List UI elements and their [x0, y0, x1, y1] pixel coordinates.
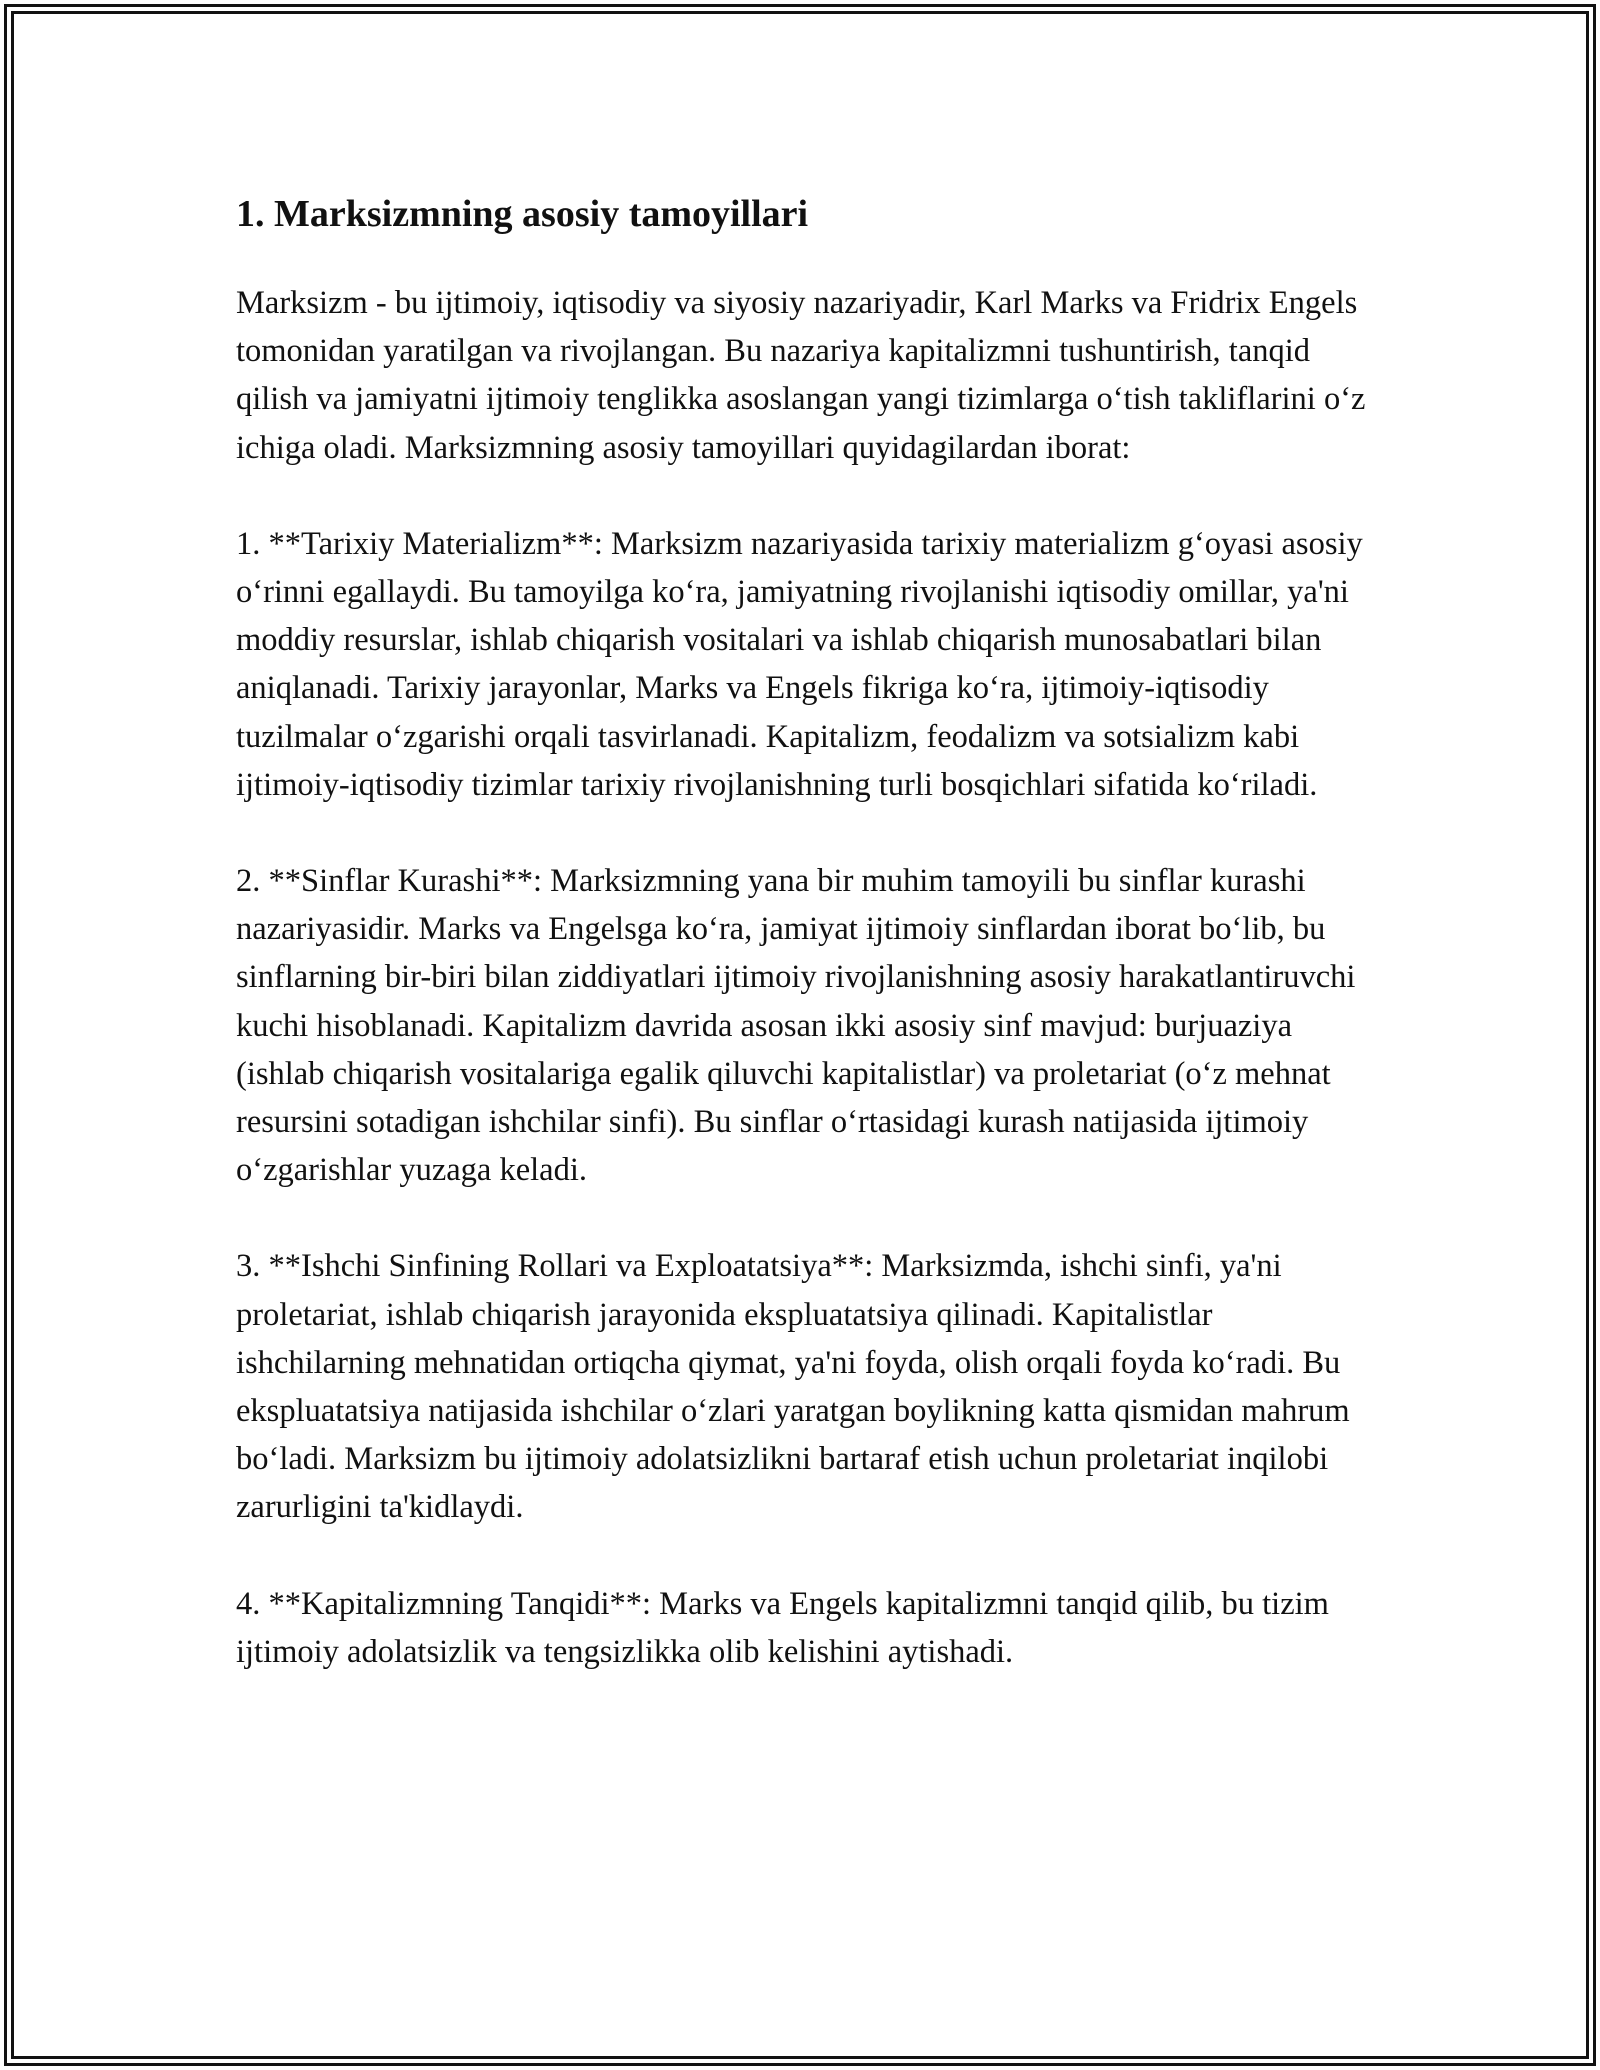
intro-paragraph: Marksizm - bu ijtimoiy, iqtisodiy va siyosiy nazariyadir, Karl Marks va Fridrix Engels tomonidan yaratilgan va rivojlangan. Bu nazariya kapitalizmni tushuntirish, tanqid qilish va jamiyatni ijtimoiy tenglikka asoslangan yangi tizimlarga oʻtish takliflarini oʻz ichiga oladi. Marksizmning asosiy tamoyillari quyidagilardan iborat:	[236, 285, 1366, 466]
paragraph-class-struggle: 2. **Sinflar Kurashi**: Marksizmning yana bir muhim tamoyili bu sinflar kurashi nazariyasidir. Marks va Engelsga koʻra, jamiyat ijtimoiy sinflardan iborat boʻlib, bu sinflarning bir-biri bilan ziddiyatlari ijtimoiy rivojlanishning asosiy harakatlantiruvchi kuchi hisoblanadi. Kapitalizm davrida asosan ikki asosiy sinf mavjud: burjuaziya (ishlab chiqarish vositalariga egalik qiluvchi kapitalistlar) va proletariat (oʻz mehnat resursini sotadigan ishchilar sinfi). Bu sinflar oʻrtasidagi kurash natijasida ijtimoiy oʻzgarishlar yuzaga keladi.	[236, 863, 1356, 1189]
paragraph-working-class-exploitation: 3. **Ishchi Sinfining Rollari va Exploatatsiya**: Marksizmda, ishchi sinfi, ya'ni proletariat, ishlab chiqarish jarayonida ekspluatatsiya qilinadi. Kapitalistlar ishchilarning mehnatidan ortiqcha qiymat, ya'ni foyda, olish orqali foyda koʻradi. Bu ekspluatatsiya natijasida ishchilar oʻzlari yaratgan boylikning katta qismidan mahrum boʻladi. Marksizm bu ijtimoiy adolatsizlikni bartaraf etish uchun proletariat inqilobi zarurligini ta'kidlaydi.	[236, 1248, 1350, 1526]
paragraph-historical-materialism: 1. **Tarixiy Materializm**: Marksizm nazariyasida tarixiy materializm gʻoyasi asosiy oʻrinni egallaydi. Bu tamoyilga koʻra, jamiyatning rivojlanishi iqtisodiy omillar, ya'ni moddiy resurslar, ishlab chiqarish vositalari va ishlab chiqarish munosabatlari bilan aniqlanadi. Tarixiy jarayonlar, Marks va Engels fikriga koʻra, ijtimoiy-iqtisodiy tuzilmalar oʻzgarishi orqali tasvirlanadi. Kapitalizm, feodalizm va sotsializm kabi ijtimoiy-iqtisodiy tizimlar tarixiy rivojlanishning turli bosqichlari sifatida koʻriladi.	[236, 525, 1363, 803]
document-title: 1. Marksizmning asosiy tamoyillari	[236, 193, 809, 235]
document-body	[236, 185, 1366, 1676]
paragraph-critique-of-capitalism: 4. **Kapitalizmning Tanqidi**: Marks va Engels kapitalizmni tanqid qilib, bu tizim ijtimoiy adolatsizlik va tengsizlikka olib kelishini aytishadi.	[236, 1585, 1329, 1670]
